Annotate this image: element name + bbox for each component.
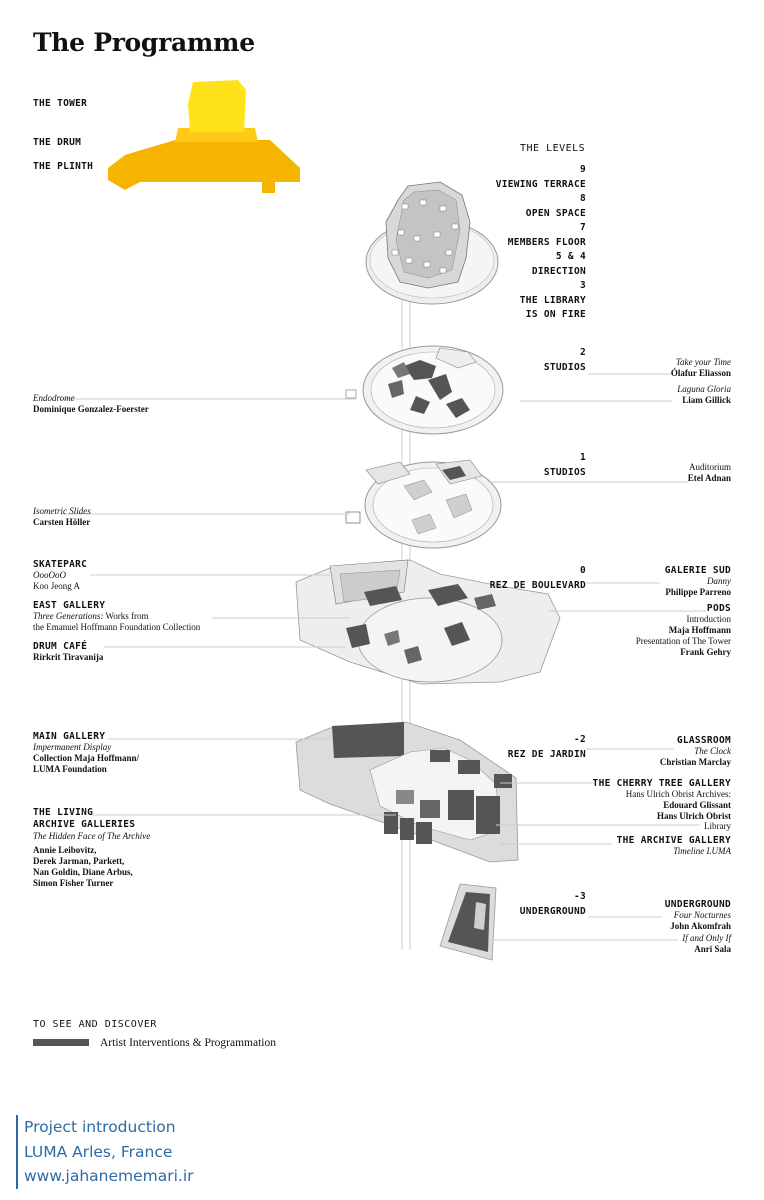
label-the-plinth: THE PLINTH xyxy=(33,161,94,172)
main-gallery-collection-2: LUMA Foundation xyxy=(33,764,107,774)
legend-label: Artist Interventions & Programmation xyxy=(100,1037,276,1049)
isometric-annotation xyxy=(33,506,91,528)
level-2-floorplan xyxy=(346,346,503,434)
level-1-label xyxy=(544,451,586,480)
galerie-sud-artist: Philippe Parreno xyxy=(665,587,731,597)
cherry-tree-artist-2: Hans Ulrich Obrist xyxy=(656,811,731,821)
take-your-time-annotation xyxy=(671,357,731,379)
living-archive-work: The Hidden Face of The Archive xyxy=(33,831,151,841)
label-the-drum: THE DRUM xyxy=(33,137,82,148)
level-9-name: VIEWING TERRACE xyxy=(495,178,586,190)
pods-line-2: Presentation of The Tower xyxy=(635,636,731,646)
underground-artist-1: John Akomfrah xyxy=(670,921,731,931)
pods-heading: PODS xyxy=(706,603,731,614)
glassroom-annotation xyxy=(660,735,731,768)
living-archive-heading-2: ARCHIVE GALLERIES xyxy=(33,819,136,830)
east-gallery-annotation xyxy=(33,600,200,633)
cherry-tree-artist-1: Edouard Glissant xyxy=(663,800,731,810)
underground-annotation xyxy=(665,899,731,955)
glassroom-artist: Christian Marclay xyxy=(659,757,731,767)
levels-heading: THE LEVELS xyxy=(520,143,586,154)
living-archive-heading-1: THE LIVING xyxy=(33,807,94,818)
level-1-number: 1 xyxy=(579,452,586,463)
take-your-time-work: Take your Time xyxy=(675,357,731,367)
underground-work-1: Four Nocturnes xyxy=(673,910,731,920)
pods-artist-2: Frank Gehry xyxy=(680,647,731,657)
level-8-name: OPEN SPACE xyxy=(525,207,586,219)
legend-heading: TO SEE AND DISCOVER xyxy=(33,1019,157,1030)
level-2-name: STUDIOS xyxy=(543,361,586,373)
galerie-sud-annotation xyxy=(665,565,731,598)
isometric-work: Isometric Slides xyxy=(33,506,91,516)
underground-artist-2: Anri Sala xyxy=(694,944,731,954)
main-gallery-annotation xyxy=(33,731,139,775)
level-0-label xyxy=(490,564,586,593)
level-5-4-number: 5 & 4 xyxy=(555,251,586,262)
drum-cafe-heading: DRUM CAFÉ xyxy=(33,641,88,652)
living-archive-artists-2: Derek Jarman, Parkett, xyxy=(33,856,125,866)
main-gallery-work: Impermanent Display xyxy=(33,742,112,752)
living-archive-artists-1: Annie Leibovitz, xyxy=(33,845,97,855)
level-3-number: 3 xyxy=(579,280,586,291)
isometric-artist: Carsten Höller xyxy=(33,517,91,527)
drum-cafe-annotation xyxy=(33,641,103,663)
underground-work-2: If and Only If xyxy=(682,933,731,943)
library-label: Library xyxy=(704,821,731,831)
pods-annotation xyxy=(636,603,731,658)
level-0-number: 0 xyxy=(579,565,586,576)
laguna-gloria-artist: Liam Gillick xyxy=(682,395,731,405)
level-9-number: 9 xyxy=(579,164,586,175)
level-7-number: 7 xyxy=(579,222,586,233)
endodrome-work: Endodrome xyxy=(33,393,75,403)
level-minus-3-label xyxy=(520,890,586,919)
archive-gallery-heading: THE ARCHIVE GALLERY xyxy=(616,835,731,846)
level-minus-3-floorplan xyxy=(440,884,496,960)
endodrome-annotation xyxy=(33,393,149,415)
pods-line-1: Introduction xyxy=(686,614,731,624)
auditorium-work: Auditorium xyxy=(689,462,731,472)
galerie-sud-heading: GALERIE SUD xyxy=(664,565,731,576)
footer-credits xyxy=(16,1115,194,1189)
glassroom-heading: GLASSROOM xyxy=(676,735,731,746)
auditorium-artist: Etel Adnan xyxy=(687,473,731,483)
east-gallery-collection: the Emanuel Hoffmann Foundation Collection xyxy=(33,622,201,632)
galerie-sud-work: Danny xyxy=(707,576,731,586)
level-minus-3-number: -3 xyxy=(573,891,586,902)
label-the-tower: THE TOWER xyxy=(33,98,88,109)
main-gallery-collection-1: Collection Maja Hoffmann/ xyxy=(33,753,139,763)
pods-artist-1: Maja Hoffmann xyxy=(668,625,731,635)
yellow-building-icon xyxy=(108,80,300,193)
living-archive-artists-3: Nan Goldin, Diane Arbus, xyxy=(33,867,133,877)
glassroom-work: The Clock xyxy=(694,746,731,756)
archive-gallery-work: Timeline LUMA xyxy=(673,846,731,856)
level-minus-2-label xyxy=(508,733,586,762)
level-1-floorplan xyxy=(346,460,501,548)
level-3-name-line1: THE LIBRARY xyxy=(519,294,586,306)
level-1-name: STUDIOS xyxy=(543,466,586,478)
level-2-label xyxy=(544,346,586,375)
endodrome-artist: Dominique Gonzalez-Foerster xyxy=(33,404,149,414)
footer-line-1: Project introduction xyxy=(24,1118,176,1136)
archive-gallery-annotation xyxy=(617,835,731,857)
living-archive-annotation xyxy=(33,807,150,889)
east-gallery-work: Three Generations: xyxy=(33,611,104,621)
level-minus-2-floorplan xyxy=(296,722,518,862)
footer-line-2: LUMA Arles, France xyxy=(24,1142,173,1161)
footer-website-link[interactable]: www.jahanememari.ir xyxy=(24,1167,194,1185)
auditorium-annotation xyxy=(688,462,731,484)
level-8-number: 8 xyxy=(579,193,586,204)
legend-swatch xyxy=(33,1039,89,1046)
level-minus-3-name: UNDERGROUND xyxy=(519,905,586,917)
main-gallery-heading: MAIN GALLERY xyxy=(33,731,106,742)
tower-levels xyxy=(496,163,586,323)
east-gallery-heading: EAST GALLERY xyxy=(33,600,106,611)
skateparc-heading: SKATEPARC xyxy=(33,559,88,570)
cherry-tree-line-1: Hans Ulrich Obrist Archives: xyxy=(625,789,731,799)
skateparc-annotation xyxy=(33,559,87,592)
level-3-name-line2: IS ON FIRE xyxy=(525,309,586,320)
laguna-gloria-annotation xyxy=(677,384,731,406)
laguna-gloria-work: Laguna Gloria xyxy=(677,384,731,394)
tower-platform xyxy=(366,182,498,304)
living-archive-artists-4: Simon Fisher Turner xyxy=(33,878,114,888)
skateparc-work: OooOoO xyxy=(33,570,66,580)
east-gallery-work-rest: Works from xyxy=(103,611,149,621)
level-minus-2-number: -2 xyxy=(573,734,586,745)
take-your-time-artist: Ólafur Eliasson xyxy=(670,368,731,378)
skateparc-artist: Koo Jeong A xyxy=(33,581,80,591)
level-minus-2-name: REZ DE JARDIN xyxy=(507,748,586,760)
page-title: The Programme xyxy=(33,28,255,57)
level-7-name: MEMBERS FLOOR xyxy=(507,236,586,248)
underground-heading: UNDERGROUND xyxy=(664,899,731,910)
level-5-4-name: DIRECTION xyxy=(531,265,586,277)
level-0-name: REZ DE BOULEVARD xyxy=(489,579,586,591)
level-2-number: 2 xyxy=(579,347,586,358)
cherry-tree-heading: THE CHERRY TREE GALLERY xyxy=(592,778,731,789)
cherry-tree-annotation xyxy=(593,778,731,822)
drum-cafe-artist: Rirkrit Tiravanija xyxy=(33,652,104,662)
